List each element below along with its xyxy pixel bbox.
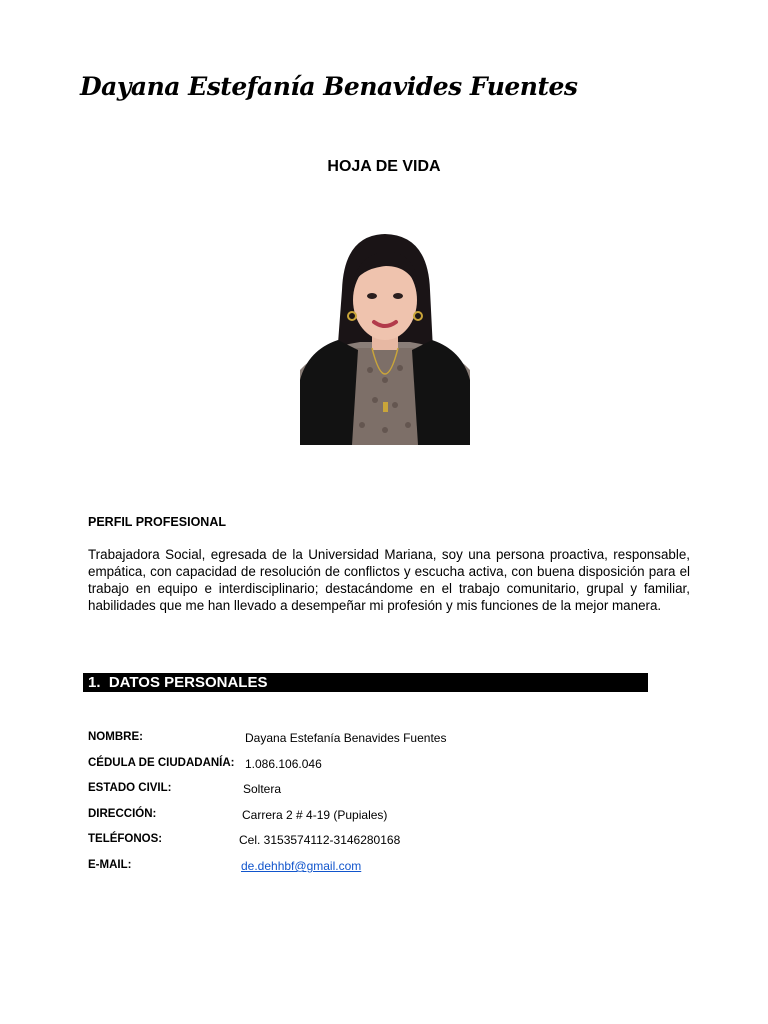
personal-data-section-bar — [83, 673, 648, 692]
id-value: 1.086.106.046 — [245, 757, 322, 771]
civil-status-value: Soltera — [243, 782, 282, 796]
personal-data-section-title: 1. DATOS PERSONALES — [88, 674, 268, 691]
email-link[interactable]: de.dehhbf@gmail.com — [241, 859, 362, 873]
profile-text: Trabajadora Social, egresada de la Universidad Mariana, soy una persona proactiva, responsable, empática, con capacidad de resolución de conflictos y escucha activa, con buena disposición para el trabajo en equipo e interdisciplinario; destacándome en el trabajo comunitario, grupal y familiar, habilidades que me han llevado a desempeñar mi profesión y mis funciones de la mejor manera. — [88, 547, 690, 613]
profile-photo — [300, 230, 470, 445]
email-label: E-MAIL: — [88, 859, 132, 871]
profile-heading: PERFIL PROFESIONAL — [88, 515, 226, 529]
name-value: Dayana Estefanía Benavides Fuentes — [245, 731, 447, 745]
address-label: DIRECCIÓN: — [88, 808, 157, 820]
name-label: NOMBRE: — [88, 731, 143, 743]
civil-status-label: ESTADO CIVIL: — [88, 782, 172, 794]
phones-label: TELÉFONOS: — [88, 833, 163, 845]
id-label: CÉDULA DE CIUDADANÍA: — [88, 757, 235, 769]
header-name: Dayana Estefanía Benavides Fuentes — [80, 72, 578, 101]
document-title: HOJA DE VIDA — [327, 158, 441, 175]
phones-value: Cel. 3153574112-3146280168 — [239, 833, 401, 847]
address-value: Carrera 2 # 4-19 (Pupiales) — [242, 808, 388, 822]
